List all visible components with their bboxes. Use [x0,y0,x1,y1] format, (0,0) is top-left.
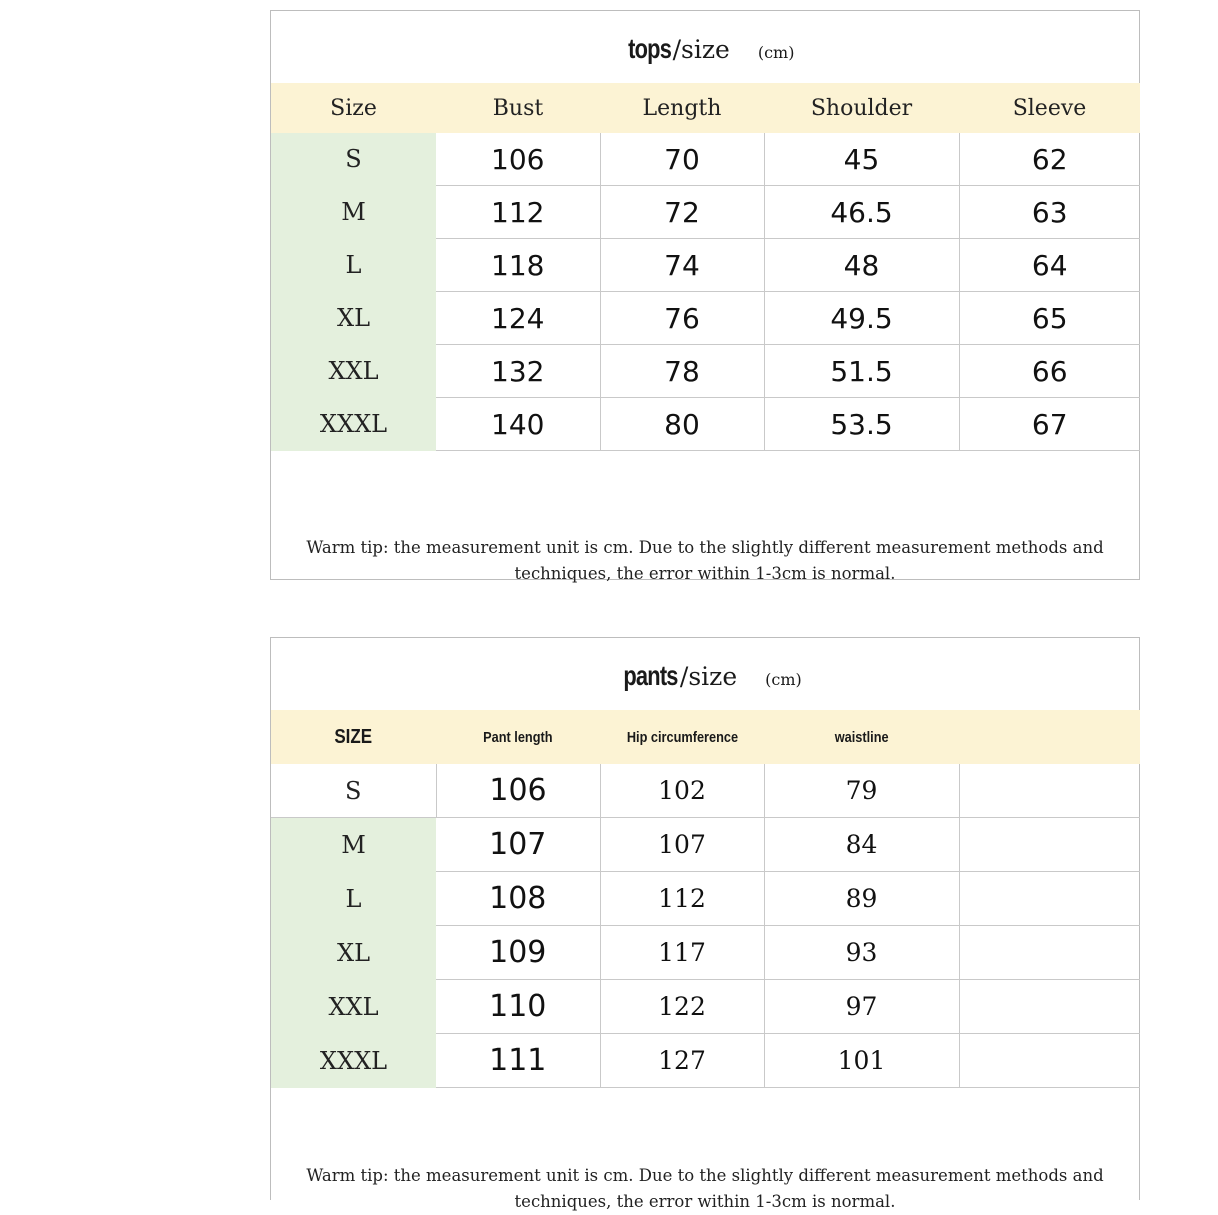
tops-title-main: tops [627,33,671,64]
tops-sleeve-value: 63 [959,186,1140,239]
pants-header-hip-label: Hip circumference [626,728,738,746]
pants-row-s [271,764,1140,818]
pants-waist-value: 79 [764,764,959,818]
pants-header-pant-length-label: Pant length [483,728,553,746]
pants-size-label: L [271,872,436,926]
pants-hip-value: 122 [600,980,764,1034]
tops-title-sub: /size [672,34,730,64]
tops-size-label: L [271,239,436,292]
pants-length-value: 106 [436,764,600,818]
tops-row-l [271,239,1140,292]
pants-empty-cell [959,926,1140,980]
tops-header-row [271,83,1140,133]
tops-length-value: 72 [600,186,764,239]
tops-length-value: 76 [600,292,764,345]
tops-length-value: 74 [600,239,764,292]
pants-header-empty [959,710,1140,764]
pants-size-label: XL [271,926,436,980]
pants-length-value: 110 [436,980,600,1034]
pants-header-size [271,710,436,764]
pants-hip-value: 127 [600,1034,764,1088]
pants-size-table [271,710,1140,1088]
pants-length-value: 107 [436,818,600,872]
pants-row-xxxl [271,1034,1140,1088]
pants-hip-value: 102 [600,764,764,818]
tops-row-xxxl [271,398,1140,451]
pants-header-row [271,710,1140,764]
pants-hip-value: 112 [600,872,764,926]
tops-length-value: 78 [600,345,764,398]
pants-title-unit: (cm) [765,669,802,689]
tops-sleeve-value: 65 [959,292,1140,345]
tops-length-value: 80 [600,398,764,451]
tops-row-xl [271,292,1140,345]
tops-bust-value: 124 [436,292,600,345]
pants-waist-value: 84 [764,818,959,872]
tops-sleeve-value: 67 [959,398,1140,451]
pants-empty-cell [959,980,1140,1034]
tops-sleeve-value: 62 [959,133,1140,186]
pants-header-pant-length [436,710,600,764]
tops-chart-title [271,11,1139,83]
tops-row-m [271,186,1140,239]
tops-size-label: XL [271,292,436,345]
tops-header-bust: Bust [436,83,600,133]
pants-title-sub: /size [679,661,738,691]
tops-size-label: XXL [271,345,436,398]
tops-size-label: XXXL [271,398,436,451]
tops-sleeve-value: 66 [959,345,1140,398]
tops-bust-value: 132 [436,345,600,398]
tops-shoulder-value: 53.5 [764,398,959,451]
pants-waist-value: 89 [764,872,959,926]
tops-title-unit: (cm) [757,42,795,62]
tops-length-value: 70 [600,133,764,186]
pants-row-m [271,818,1140,872]
pants-empty-cell [959,818,1140,872]
tops-warm-tip: Warm tip: the measurement unit is cm. Due to the slightly different measurement methods and techniques, the error within 1-3cm is normal. [306,537,1104,583]
tops-size-label: M [271,186,436,239]
tops-header-length: Length [600,83,764,133]
tops-sleeve-value: 64 [959,239,1140,292]
pants-empty-cell [959,1034,1140,1088]
tops-shoulder-value: 45 [764,133,959,186]
pants-empty-cell [959,872,1140,926]
pants-hip-value: 107 [600,818,764,872]
pants-row-xl [271,926,1140,980]
pants-waist-value: 101 [764,1034,959,1088]
pants-row-l [271,872,1140,926]
tops-shoulder-value: 51.5 [764,345,959,398]
pants-title-main: pants [623,660,678,691]
tops-size-table [271,83,1140,451]
pants-waist-value: 97 [764,980,959,1034]
pants-row-xxl [271,980,1140,1034]
tops-size-label: S [271,133,436,186]
pants-length-value: 109 [436,926,600,980]
tops-row-s [271,133,1140,186]
tops-bust-value: 106 [436,133,600,186]
tops-header-size: Size [271,83,436,133]
tops-header-sleeve: Sleeve [959,83,1140,133]
tops-row-xxl [271,345,1140,398]
tops-bust-value: 118 [436,239,600,292]
pants-size-label: XXXL [271,1034,436,1088]
tops-shoulder-value: 49.5 [764,292,959,345]
pants-size-chart [270,637,1140,1211]
tops-size-chart [270,10,1140,583]
tops-bust-value: 140 [436,398,600,451]
pants-header-waistline-label: waistline [834,728,889,746]
pants-chart-title [271,638,1139,710]
tops-header-shoulder: Shoulder [764,83,959,133]
pants-length-value: 108 [436,872,600,926]
pants-header-size-label: SIZE [334,725,373,748]
pants-size-label: S [271,764,436,818]
pants-size-label: XXL [271,980,436,1034]
tops-shoulder-value: 48 [764,239,959,292]
pants-length-value: 111 [436,1034,600,1088]
pants-hip-value: 117 [600,926,764,980]
pants-waist-value: 93 [764,926,959,980]
pants-size-label: M [271,818,436,872]
pants-header-waistline [764,710,959,764]
tops-shoulder-value: 46.5 [764,186,959,239]
pants-warm-tip: Warm tip: the measurement unit is cm. Due to the slightly different measurement methods and techniques, the error within 1-3cm is normal. [306,1165,1104,1211]
tops-bust-value: 112 [436,186,600,239]
pants-header-hip [600,710,764,764]
pants-empty-cell [959,764,1140,818]
